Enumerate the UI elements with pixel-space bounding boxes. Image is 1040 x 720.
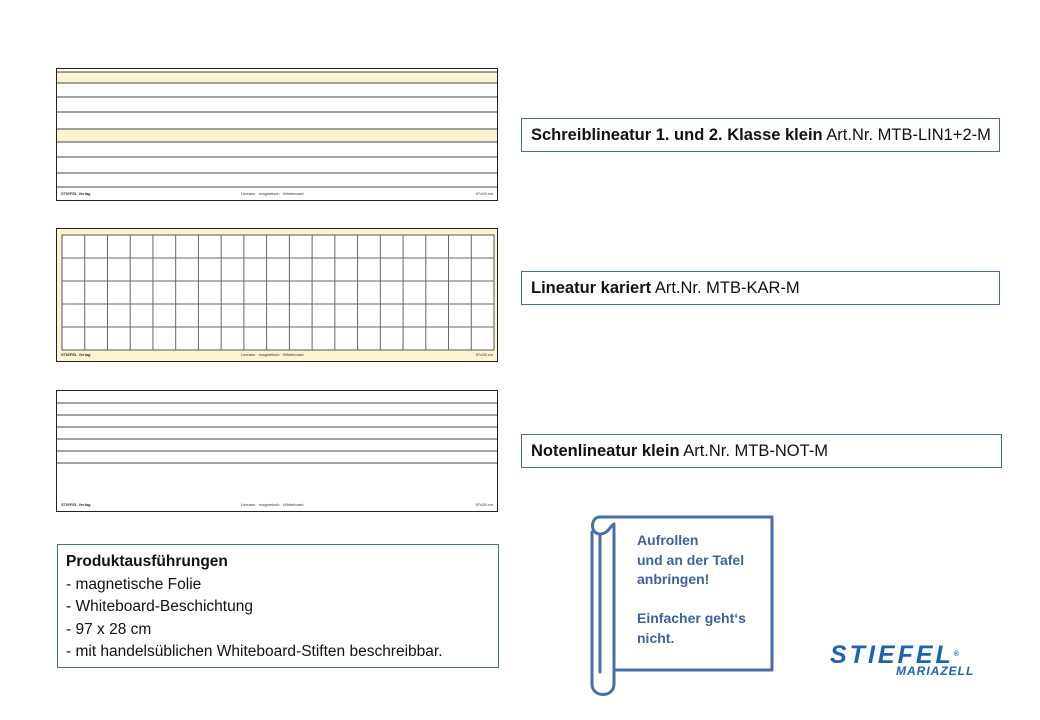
board-preview-kariert xyxy=(56,228,498,362)
product-label-schreiblineatur xyxy=(521,118,1000,152)
specs-title: Produktausführungen xyxy=(66,553,228,570)
product-name: Schreiblineatur 1. und 2. Klasse klein xyxy=(531,126,823,144)
product-label-notenlineatur xyxy=(521,434,1002,468)
poster-line: Aufrollen xyxy=(637,532,699,548)
spec-item: - 97 x 28 cm xyxy=(66,620,152,638)
poster-text xyxy=(637,531,746,648)
product-label-kariert xyxy=(521,271,1000,305)
article-number: Art.Nr. MTB-LIN1+2-M xyxy=(826,126,991,144)
product-name: Lineatur kariert xyxy=(531,279,652,297)
product-specs-box xyxy=(57,544,499,668)
poster-line xyxy=(637,590,746,610)
product-name: Notenlineatur klein xyxy=(531,442,680,460)
board-preview-schreiblineatur xyxy=(56,68,498,201)
board-footer: STIEFEL Verlag Lineatur · magnetisch · Whiteboard 97x28 cm xyxy=(61,191,493,196)
logo-registered-mark: ® xyxy=(953,651,959,658)
board-footer: STIEFEL Verlag Lineatur · magnetisch · Whiteboard 97x28 cm xyxy=(61,502,493,507)
poster-line: Einfacher geht‘s xyxy=(637,610,746,626)
article-number: Art.Nr. MTB-KAR-M xyxy=(654,279,800,297)
board-preview-notenlineatur xyxy=(56,390,498,512)
article-number: Art.Nr. MTB-NOT-M xyxy=(683,442,829,460)
stiefel-logo xyxy=(830,641,975,678)
grid-lines xyxy=(57,229,498,362)
logo-name: STIEFEL xyxy=(830,641,954,669)
poster-line: nicht. xyxy=(637,629,675,646)
poster-line: und an der Tafel xyxy=(637,551,745,568)
logo-subtitle: MARIAZELL xyxy=(896,664,975,678)
spec-item: - mit handelsüblichen Whiteboard-Stiften beschreibbar. xyxy=(66,643,443,660)
spec-item: - magnetische Folie xyxy=(66,575,202,593)
board-footer: STIEFEL Verlag Lineatur · magnetisch · Whiteboard 97x28 cm xyxy=(61,352,493,357)
spec-item: - Whiteboard-Beschichtung xyxy=(66,598,253,615)
poster-line: anbringen! xyxy=(637,571,710,587)
lineatur-lines xyxy=(57,69,498,201)
staff-lines xyxy=(57,391,498,512)
